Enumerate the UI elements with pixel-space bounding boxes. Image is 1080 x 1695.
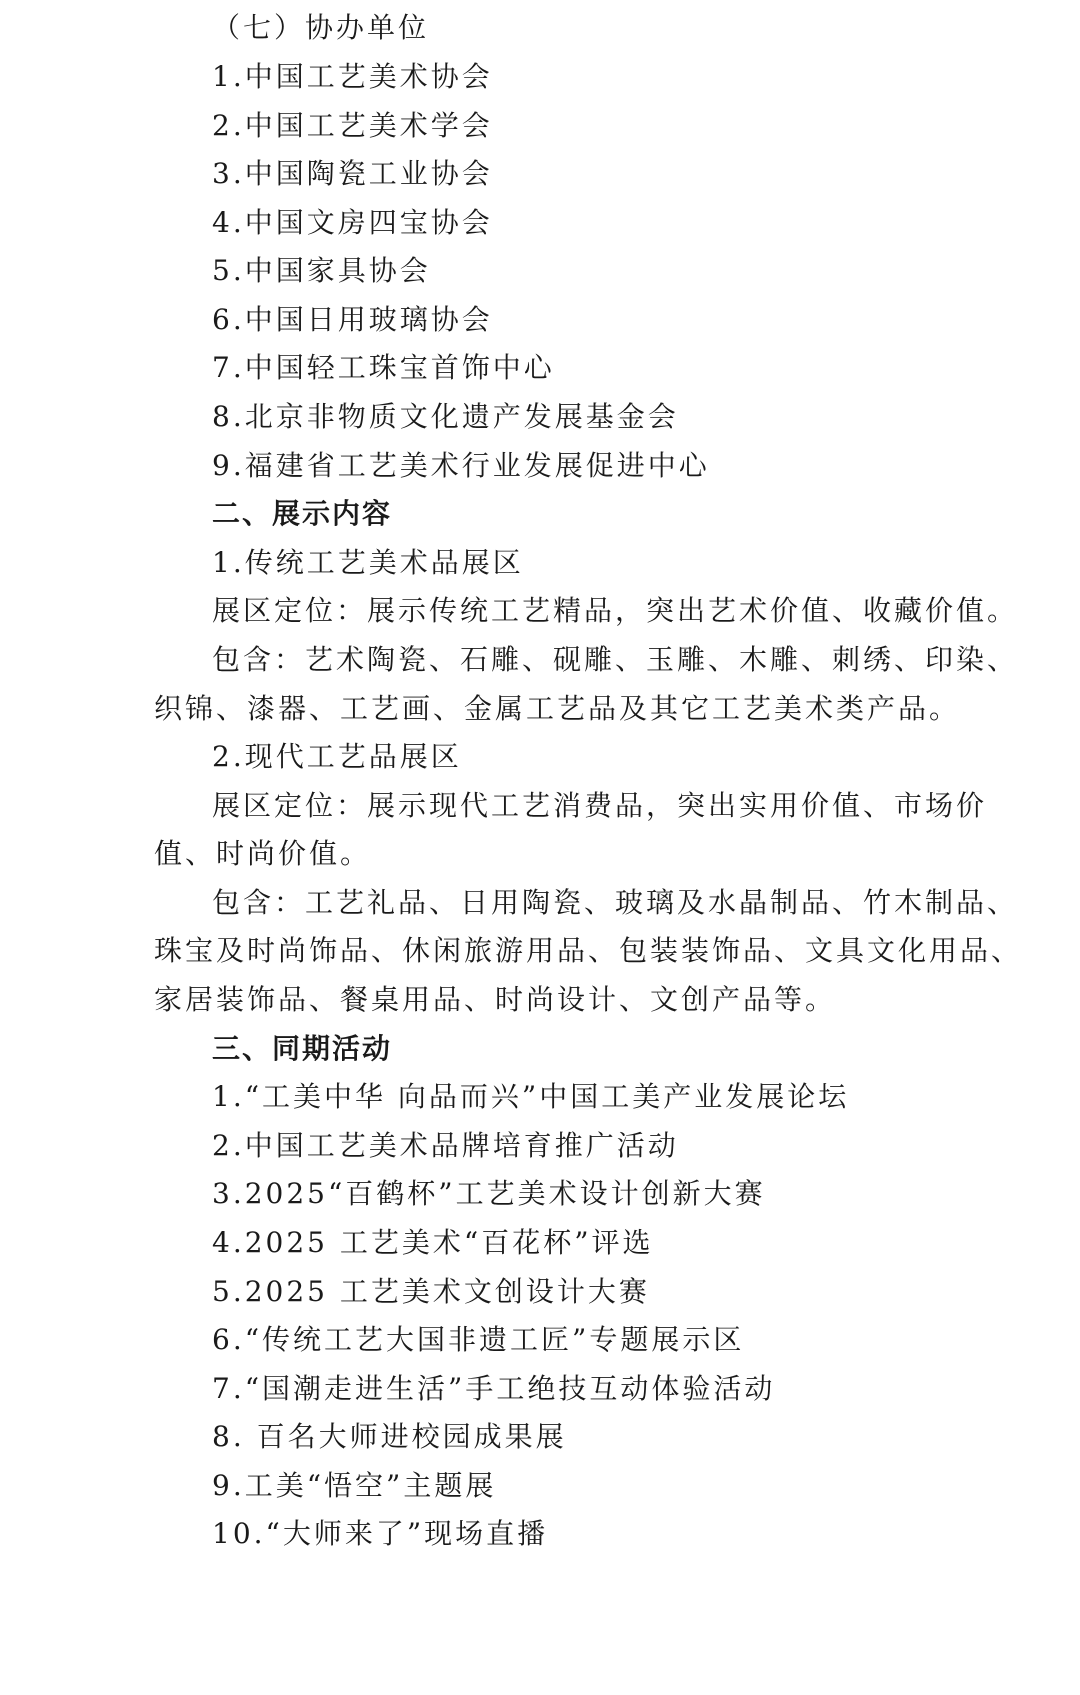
co-organizer-item: 7.中国轻工珠宝首饰中心 [212,351,555,384]
activity-item: 1.“工美中华 向品而兴”中国工美产业发展论坛 [212,1080,850,1113]
zone-title: 2.现代工艺品展区 [212,740,462,773]
co-organizer-item: 1.中国工艺美术协会 [212,60,493,93]
zone-title: 1.传统工艺美术品展区 [212,546,524,579]
section-heading-exhibits: 二、展示内容 [212,497,393,530]
co-organizer-item: 9.福建省工艺美术行业发展促进中心 [212,449,710,482]
sub-heading-co-organizers: （七）协办单位 [212,11,430,44]
activity-item: 2.中国工艺美术品牌培育推广活动 [212,1129,679,1162]
activity-item: 7.“国潮走进生活”手工绝技互动体验活动 [212,1372,776,1405]
activity-item: 3.2025“百鹤杯”工艺美术设计创新大赛 [212,1177,766,1210]
co-organizer-item: 6.中国日用玻璃协会 [212,303,493,336]
zone-positioning: 展区定位：展示现代工艺消费品，突出实用价值、市场价 [212,789,988,822]
activity-item: 10.“大师来了”现场直播 [212,1517,549,1550]
co-organizer-item: 2.中国工艺美术学会 [212,109,493,142]
zone-includes: 包含：工艺礼品、日用陶瓷、玻璃及水晶制品、竹木制品、 [212,886,1019,919]
activity-item: 6.“传统工艺大国非遗工匠”专题展示区 [212,1323,745,1356]
zone-includes-continued: 织锦、漆器、工艺画、金属工艺品及其它工艺美术类产品。 [154,692,961,725]
zone-positioning-continued: 值、时尚价值。 [154,837,372,870]
section-heading-activities: 三、同期活动 [212,1032,393,1065]
activity-item: 4.2025 工艺美术“百花杯”评选 [212,1226,654,1259]
co-organizer-item: 5.中国家具协会 [212,254,431,287]
zone-includes: 包含：艺术陶瓷、石雕、砚雕、玉雕、木雕、刺绣、印染、 [212,643,1019,676]
activity-item: 5.2025 工艺美术文创设计大赛 [212,1275,650,1308]
zone-includes-continued: 家居装饰品、餐桌用品、时尚设计、文创产品等。 [154,983,837,1016]
activity-item: 8. 百名大师进校园成果展 [212,1420,567,1453]
activity-item: 9.工美“悟空”主题展 [212,1469,497,1502]
co-organizer-item: 4.中国文房四宝协会 [212,206,493,239]
co-organizer-item: 8.北京非物质文化遗产发展基金会 [212,400,679,433]
zone-positioning: 展区定位：展示传统工艺精品，突出艺术价值、收藏价值。 [212,594,1019,627]
zone-includes-continued: 珠宝及时尚饰品、休闲旅游用品、包装装饰品、文具文化用品、 [154,934,1023,967]
co-organizer-item: 3.中国陶瓷工业协会 [212,157,493,190]
